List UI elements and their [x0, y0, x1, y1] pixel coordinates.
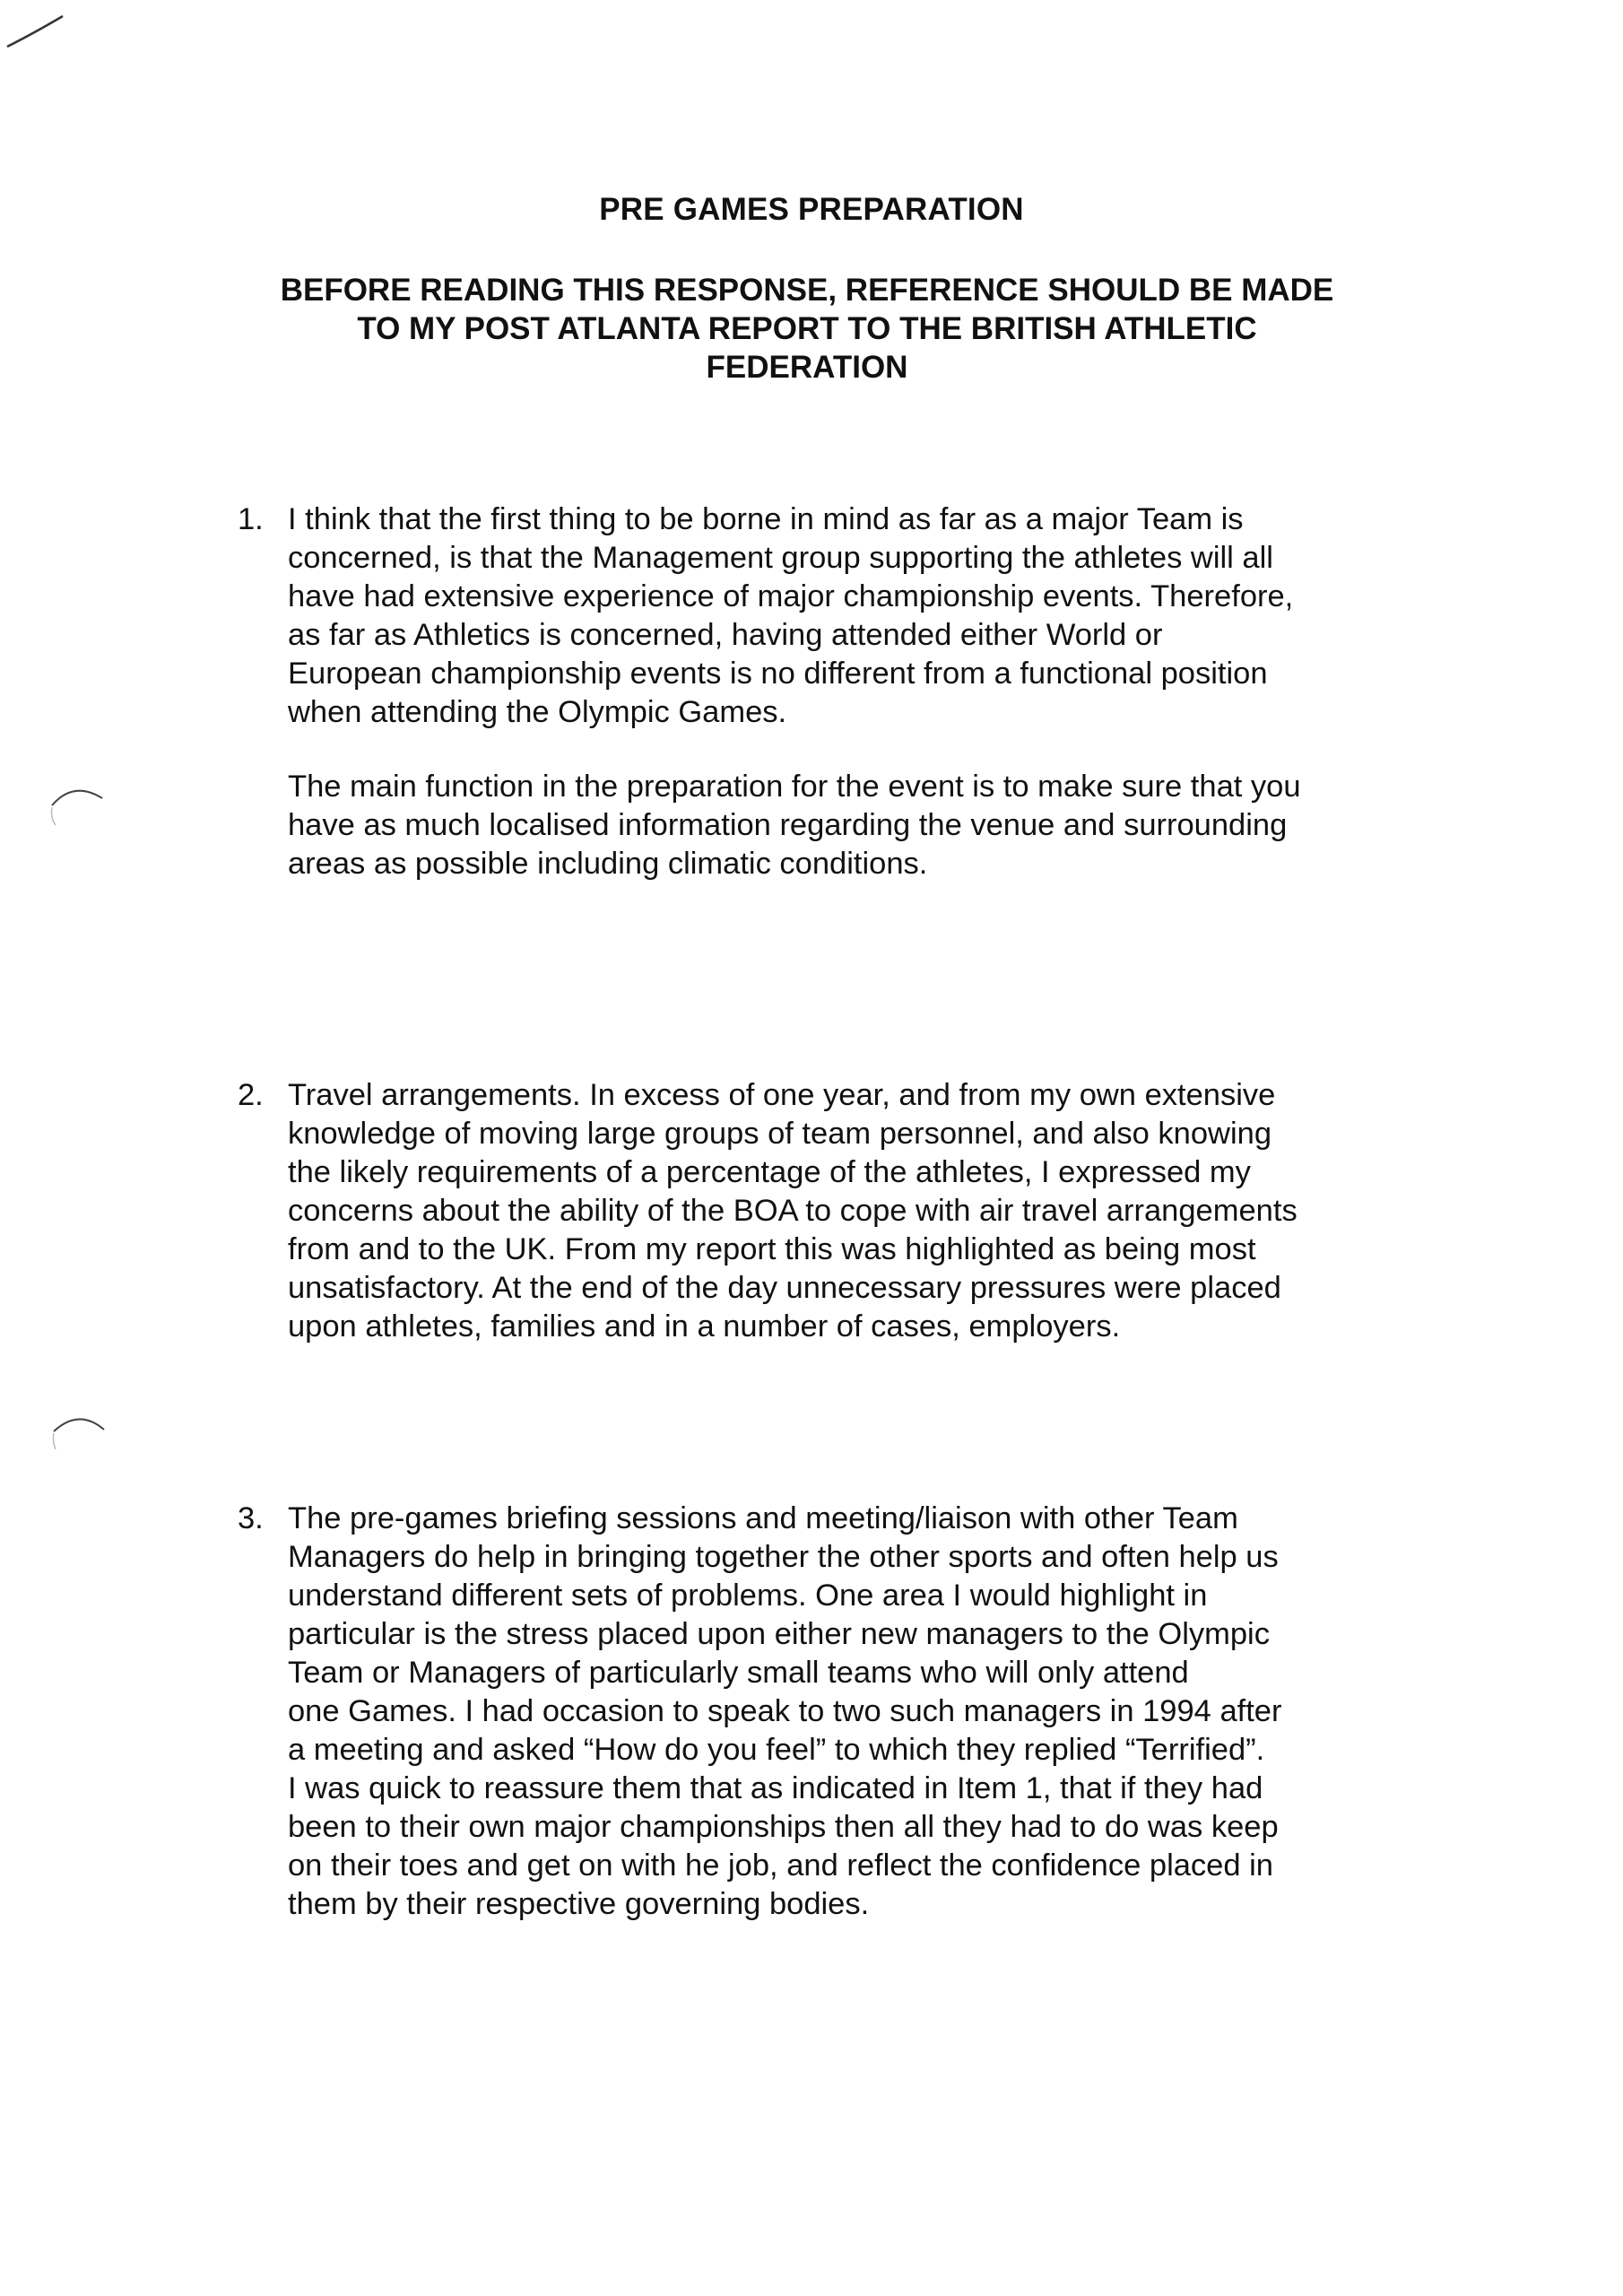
page-title: PRE GAMES PREPARATION	[599, 192, 1024, 227]
list-item-1-followup: The main function in the preparation for the event is to make sure that you have as much localised information regarding the venue and surrounding areas as possible including climatic conditions.	[288, 770, 1301, 881]
list-item-number: 2.	[238, 1078, 264, 1112]
list-item-text: The pre-games briefing sessions and meeting/liaison with other Team Managers do help in bringing together the other sports and often help us understand different sets of problems. One area I would highlight in particular is the stress placed upon either new managers to the Olympic Team or Managers of particularly small teams who will only attend one Games. I had occasion to speak to two such managers in 1994 after a meeting and asked “How do you feel” to which they replied “Terrified”. I was quick to reassure them that as indicated in Item 1, that if they had been to their own major championships then all they had to do was keep on their toes and get on with he job, and reflect the confidence placed in them by their respective governing bodies.	[288, 1501, 1282, 1921]
list-item-3	[238, 1500, 1403, 1924]
pen-stroke-mark	[5, 7, 68, 52]
list-item-text: Travel arrangements. In excess of one year, and from my own extensive knowledge of moving large groups of team personnel, and also knowing the likely requirements of a percentage of the athletes, I expressed my concerns about the ability of the BOA to cope with air travel arrangements from and to the UK. From my report this was highlighted as being most unsatisfactory. At the end of the day unnecessary pressures were placed upon athletes, families and in a number of cases, employers.	[288, 1078, 1298, 1344]
punch-hole-mark-upper	[47, 778, 109, 832]
list-item-text: I think that the first thing to be borne in mind as far as a major Team is concerned, is that the Management group supporting the athletes will all have had extensive experience of major championship events. Therefore, as far as Athletics is concerned, having attended either World or European championship events is no different from a functional position when attending the Olympic Games.	[288, 502, 1294, 729]
subtitle-text: BEFORE READING THIS RESPONSE, REFERENCE SHOULD BE MADE TO MY POST ATLANTA REPORT TO THE BRITISH ATHLETIC FEDERATION	[280, 273, 1334, 385]
list-item-number: 1.	[238, 502, 264, 536]
list-item-1	[238, 500, 1403, 732]
list-item-number: 3.	[238, 1501, 264, 1535]
page-subtitle	[242, 271, 1372, 387]
punch-hole-mark-lower	[48, 1405, 111, 1458]
list-item-2	[238, 1076, 1403, 1346]
